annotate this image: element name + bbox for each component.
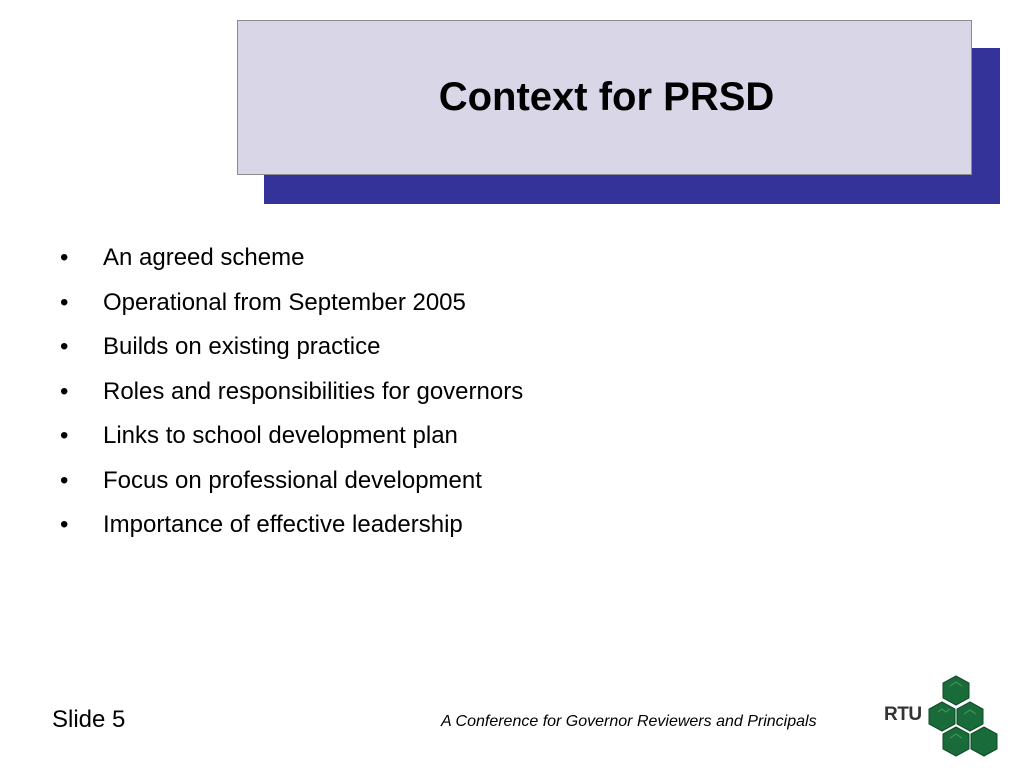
bullet-icon: • [60,511,69,538]
bullet-icon: • [60,333,69,360]
title-box [237,20,972,175]
slide-title: Context for PRSD [438,75,775,119]
rtu-hexagon-logo-icon [880,672,1004,758]
bullet-text: Focus on professional development [103,466,482,494]
bullet-icon: • [60,466,69,494]
bullet-text: Links to school development plan [103,422,458,449]
bullet-text: Roles and responsibilities for governors [103,377,524,405]
bullet-text: Importance of effective leadership [103,511,463,538]
bullet-text: An agreed scheme [103,244,305,271]
bullet-icon: • [60,422,69,449]
bullet-icon: • [60,377,69,405]
bullet-text: Operational from September 2005 [103,288,466,316]
logo-text: RTU [884,704,922,725]
slide-number: Slide 5 [52,706,126,733]
bullet-text: Builds on existing practice [103,333,381,360]
conference-footer: A Conference for Governor Reviewers and Principals [441,713,817,730]
bullet-icon: • [60,288,69,316]
bullet-icon: • [60,244,69,271]
